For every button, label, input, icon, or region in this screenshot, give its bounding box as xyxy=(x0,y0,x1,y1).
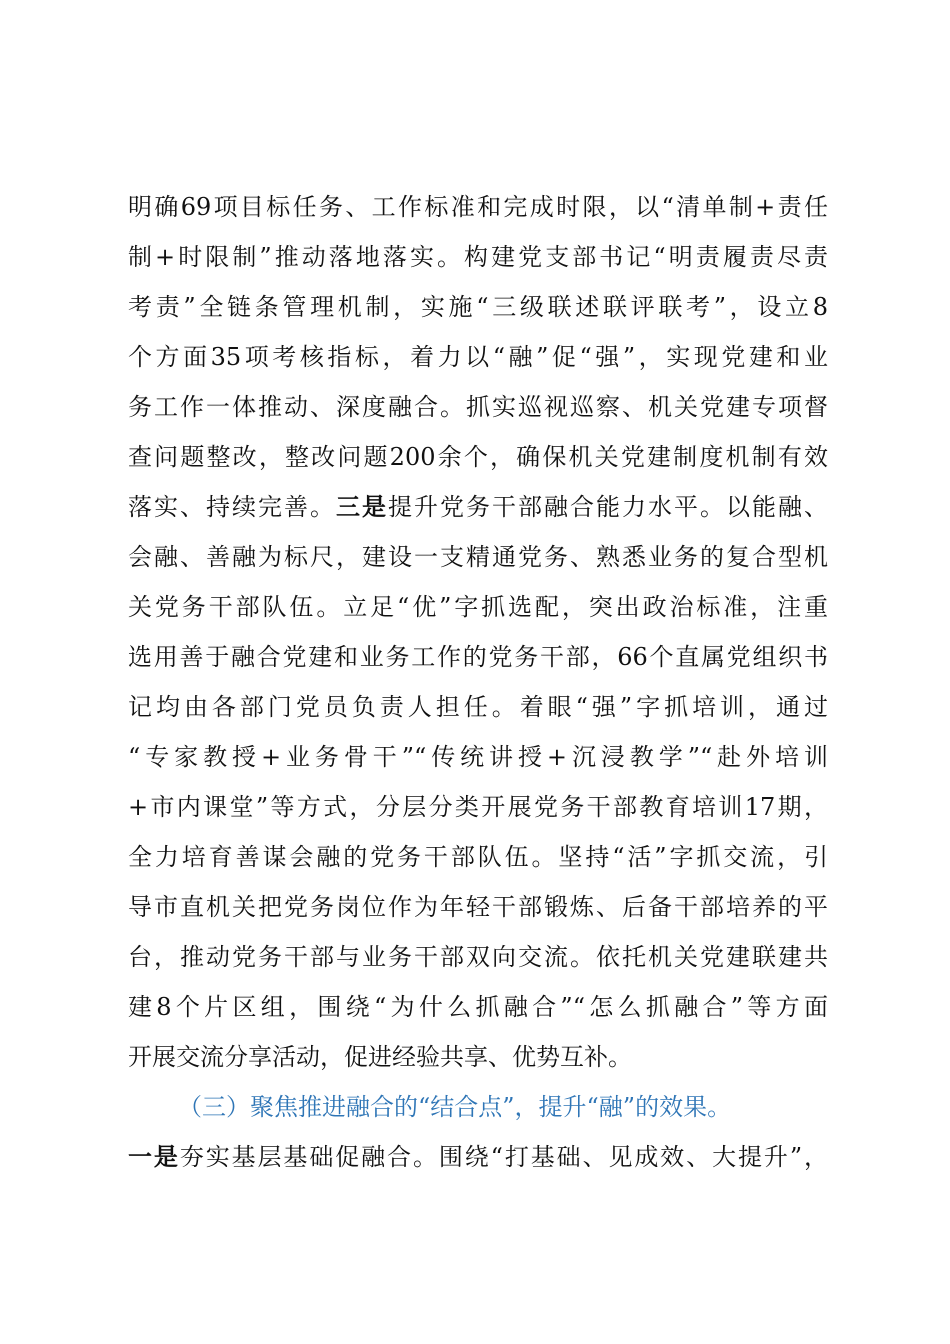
paragraph-line: 导市直机关把党务岗位作为年轻干部锻炼、后备干部培养的平 xyxy=(128,893,828,921)
paragraph-line: 制+时限制”推动落地落实。构建党支部书记“明责履责尽责 xyxy=(128,243,828,271)
paragraph-line: 关党务干部队伍。立足“优”字抓选配，突出政治标准，注重 xyxy=(128,593,828,621)
line-text: 落实、持续完善。 xyxy=(128,493,336,521)
line-text: 提升党务干部融合能力水平。以能融、 xyxy=(388,493,828,521)
paragraph-line: “专家教授+业务骨干”“传统讲授+沉浸教学”“赴外培训 xyxy=(128,743,828,771)
paragraph-line: 会融、善融为标尺，建设一支精通党务、熟悉业务的复合型机 xyxy=(128,543,828,571)
paragraph-line: 明确69项目标任务、工作标准和完成时限，以“清单制+责任 xyxy=(128,193,828,221)
paragraph-line: 台，推动党务干部与业务干部双向交流。依托机关党建联建共 xyxy=(128,943,828,971)
bold-marker: 一是 xyxy=(128,1142,180,1171)
paragraph-line: 全力培育善谋会融的党务干部队伍。坚持“活”字抓交流，引 xyxy=(128,843,828,871)
paragraph-line: 个方面35项考核指标，着力以“融”促“强”，实现党建和业 xyxy=(128,343,828,371)
paragraph-line xyxy=(128,487,828,527)
paragraph-line: 考责”全链条管理机制，实施“三级联述联评联考”，设立8 xyxy=(128,293,828,321)
paragraph-line: 务工作一体推动、深度融合。抓实巡视巡察、机关党建专项督 xyxy=(128,393,828,421)
paragraph-line: 查问题整改，整改问题200余个，确保机关党建制度机制有效 xyxy=(128,443,828,471)
paragraph-line: 记均由各部门党员负责人担任。着眼“强”字抓培训，通过 xyxy=(128,693,828,721)
paragraph-line: +市内课堂”等方式，分层分类开展党务干部教育培训17期， xyxy=(128,793,828,821)
bold-marker: 三是 xyxy=(336,492,388,521)
section-heading: （三）聚焦推进融合的“结合点”，提升“融”的效果。 xyxy=(178,1093,732,1121)
paragraph-line: 开展交流分享活动，促进经验共享、优势互补。 xyxy=(128,1043,632,1071)
paragraph-line: 选用善于融合党建和业务工作的党务干部，66个直属党组织书 xyxy=(128,643,828,671)
paragraph-line xyxy=(128,1137,828,1177)
paragraph-line: 建8个片区组，围绕“为什么抓融合”“怎么抓融合”等方面 xyxy=(128,993,828,1021)
line-text: 夯实基层基础促融合。围绕“打基础、见成效、大提升”， xyxy=(179,1143,828,1171)
